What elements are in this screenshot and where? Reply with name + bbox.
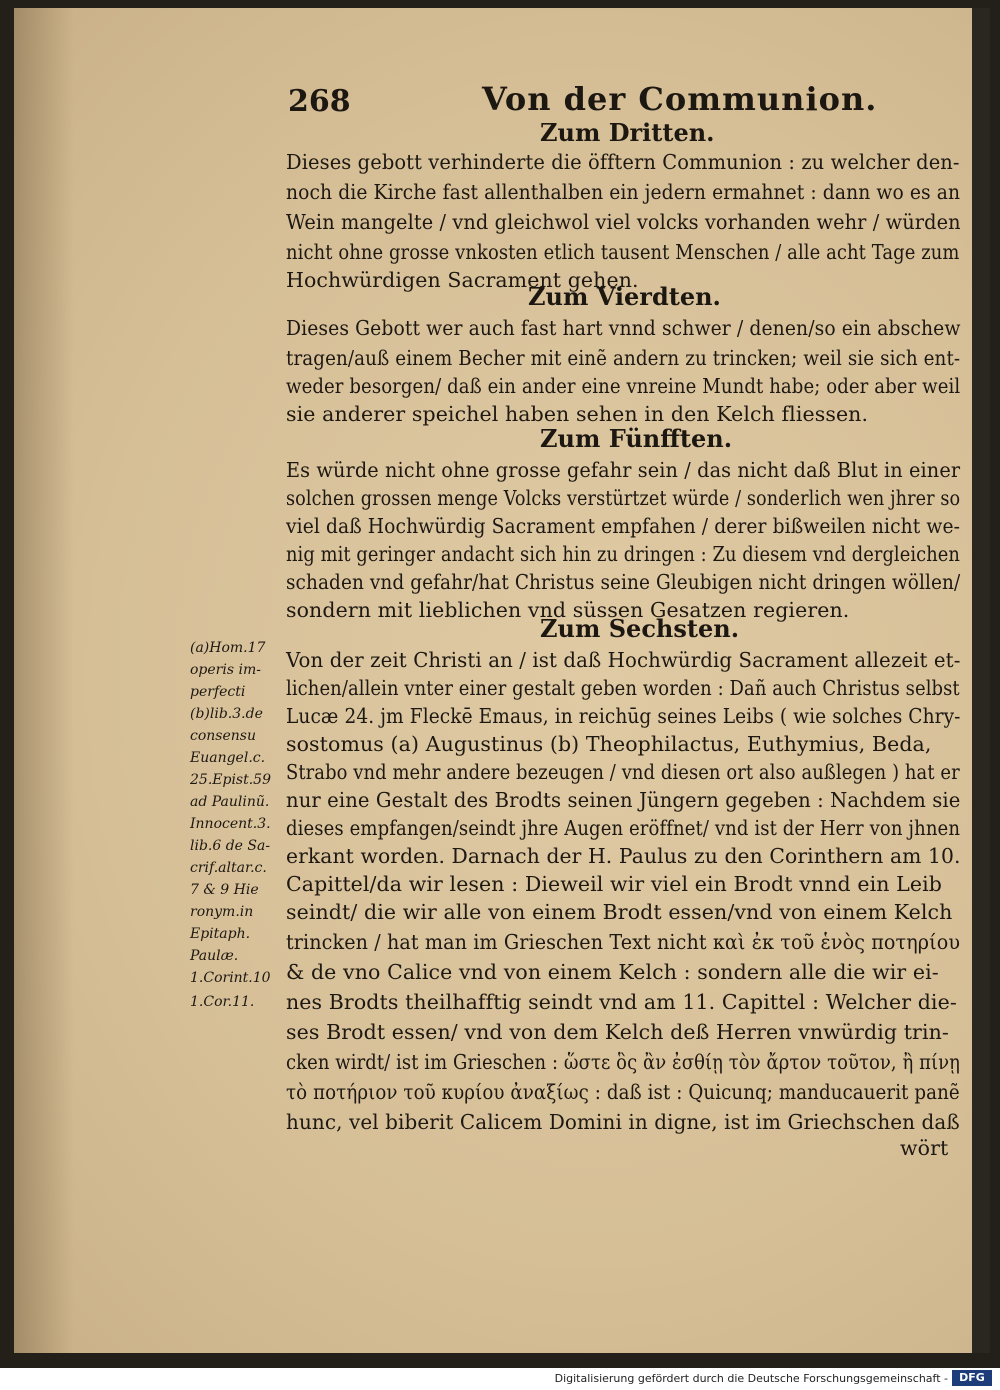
text-line: sostomus (a) Augustinus (b) Theophilactus, Euthymius, Beda, [286, 732, 932, 756]
margin-note: ad Paulinũ. [190, 794, 270, 810]
text-line: nig mit geringer andacht sich hin zu dringen : Zu diesem vnd dergleichen [286, 542, 960, 566]
margin-note: Innocent.3. [190, 816, 271, 832]
text-line: cken wirdt/ ist im Grieschen : ὥστε ὃς ἂν ἐσθίῃ τὸν ἄρτον τοῦτον, ἢ πίνῃ [286, 1050, 961, 1074]
margin-note: operis im- [190, 662, 261, 678]
text-line: Lucæ 24. jm Fleckē Emaus, in reichūg seines Leibs ( wie solches Chry- [286, 704, 961, 728]
page-gutter-shadow [14, 8, 74, 1353]
running-title: Von der Communion. [482, 80, 878, 118]
section-heading: Zum Vierdten. [528, 282, 721, 311]
text-line: Dieses gebott verhinderte die öfftern Communion : zu welcher den- [286, 150, 960, 174]
text-line: schaden vnd gefahr/hat Christus seine Gleubigen nicht dringen wöllen/ [286, 570, 961, 594]
text-line: ses Brodt essen/ vnd von dem Kelch deß Herren vnwürdig trin- [286, 1020, 949, 1044]
text-line: sie anderer speichel haben sehen in den Kelch fliessen. [286, 402, 869, 426]
text-line: nur eine Gestalt des Brodts seinen Jüngern gegeben : Nachdem sie [286, 788, 961, 812]
margin-note: 1.Corint.10 [190, 970, 271, 986]
text-line: hunc, vel biberit Calicem Domini in digne, ist im Griechschen daß [286, 1110, 960, 1134]
margin-note: ronym.in [190, 904, 254, 920]
text-line: Es würde nicht ohne grosse gefahr sein / das nicht daß Blut in einer [286, 458, 961, 482]
text-line: sondern mit lieblichen vnd süssen Gesatzen regieren. [286, 598, 850, 622]
margin-note: lib.6 de Sa- [190, 838, 271, 854]
text-line: Dieses Gebott wer auch fast hart vnnd schwer / denen/so ein abschew [286, 316, 961, 340]
text-line: trincken / hat man im Grieschen Text nicht καὶ ἐκ τοῦ ἑνὸς ποτηρίου [286, 930, 961, 954]
text-line: noch die Kirche fast allenthalben ein jedern ermahnet : dann wo es an [286, 180, 961, 204]
text-line: & de vno Calice vnd von einem Kelch : sondern alle die wir ei- [286, 960, 939, 984]
margin-note: Euangel.c. [190, 750, 266, 766]
margin-note: crif.altar.c. [190, 860, 267, 876]
text-line: Wein mangelte / vnd gleichwol viel volcks vorhanden wehr / würden [286, 210, 961, 234]
text-line: solchen grossen menge Volcks verstürtzet würde / sonderlich wen jhrer so [286, 486, 961, 510]
text-line: nicht ohne grosse vnkosten etlich tausent Menschen / alle acht Tage zum [286, 240, 960, 264]
margin-note: (b)lib.3.de [190, 706, 263, 722]
text-line: weder besorgen/ daß ein ander eine vnreine Mundt habe; oder aber weil [286, 374, 961, 398]
margin-note: consensu [190, 728, 256, 744]
page-number: 268 [288, 84, 351, 119]
margin-note: perfecti [190, 684, 246, 700]
text-line: tragen/auß einem Becher mit einẽ andern zu trincken; weil sie sich ent- [286, 346, 961, 370]
text-line: τὸ ποτήριον τοῦ κυρίου ἀναξίως : daß ist : Quicunq; manducauerit panẽ [286, 1080, 960, 1104]
catchword: wört [900, 1136, 949, 1160]
section-heading: Zum Sechsten. [540, 614, 740, 643]
text-line: Strabo vnd mehr andere bezeugen / vnd diesen ort also außlegen ) hat er [286, 760, 960, 784]
margin-note: 25.Epist.59 [190, 772, 271, 788]
text-line: nes Brodts theilhafftig seindt vnd am 11. Capittel : Welcher die- [286, 990, 957, 1014]
margin-note: Paulæ. [190, 948, 239, 964]
page-edge [972, 8, 990, 1353]
text-line: dieses empfangen/seindt jhre Augen eröffnet/ vnd ist der Herr von jhnen [286, 816, 961, 840]
margin-note: 7 & 9 Hie [190, 882, 259, 898]
text-line: Hochwürdigen Sacrament gehen. [286, 268, 639, 292]
margin-note: Epitaph. [190, 926, 251, 942]
section-heading: Zum Dritten. [540, 118, 715, 147]
text-line: lichen/allein vnter einer gestalt geben worden : Dañ auch Christus selbst [286, 676, 960, 700]
text-line: viel daß Hochwürdig Sacrament empfahen / derer bißweilen nicht we- [286, 514, 961, 538]
margin-note: 1.Cor.11. [190, 994, 255, 1010]
footer-credit: Digitalisierung gefördert durch die Deutsche Forschungsgemeinschaft - [554, 1372, 948, 1385]
section-heading: Zum Fünfften. [540, 424, 733, 453]
text-line: erkant worden. Darnach der H. Paulus zu den Corinthern am 10. [286, 844, 961, 868]
dfg-logo: DFG [952, 1370, 992, 1386]
text-line: seindt/ die wir alle von einem Brodt essen/vnd von einem Kelch [286, 900, 953, 924]
text-line: Capittel/da wir lesen : Dieweil wir viel ein Brodt vnnd ein Leib [286, 872, 942, 896]
margin-note: (a)Hom.17 [190, 640, 266, 656]
text-line: Von der zeit Christi an / ist daß Hochwürdig Sacrament allezeit et- [286, 648, 961, 672]
